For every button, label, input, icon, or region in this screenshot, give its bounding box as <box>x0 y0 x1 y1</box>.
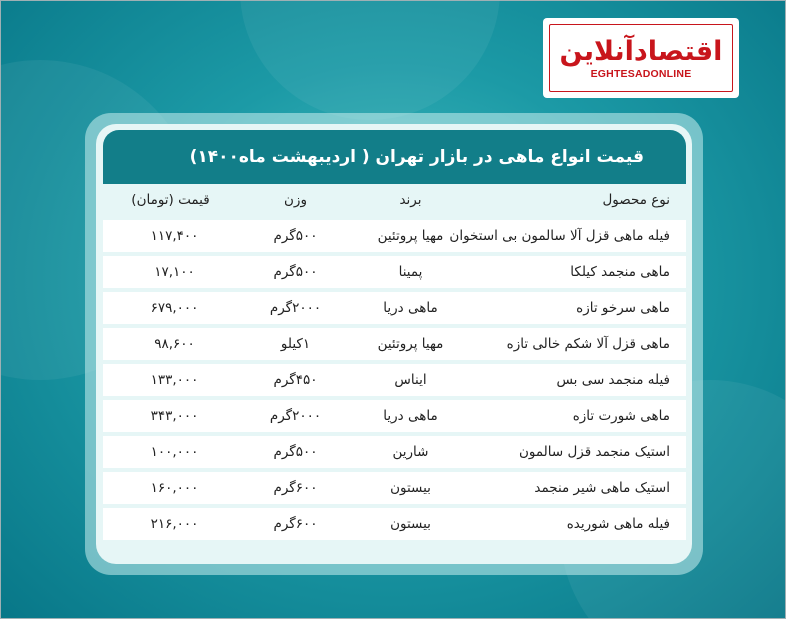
price-table <box>103 180 686 544</box>
table-row <box>103 400 686 432</box>
cell-brand: مهیا پروتئین <box>353 328 468 360</box>
page-title: قیمت انواع ماهی در بازار تهران ( اردیبهشت ماه۱۴۰۰) <box>189 147 644 167</box>
cell-brand: ماهی دریا <box>353 292 468 324</box>
table-row <box>103 256 686 288</box>
table-row <box>103 508 686 540</box>
table-header-row <box>103 184 686 216</box>
title-bar <box>103 130 686 184</box>
table-row <box>103 364 686 396</box>
cell-price: ۱۱۷,۴۰۰ <box>103 220 238 252</box>
cell-brand: ایناس <box>353 364 468 396</box>
cell-brand: ماهی دریا <box>353 400 468 432</box>
cell-price: ۱۶۰,۰۰۰ <box>103 472 238 504</box>
cell-price: ۱۷,۱۰۰ <box>103 256 238 288</box>
cell-brand: بیستون <box>353 508 468 540</box>
cell-weight: ۲۰۰۰گرم <box>238 400 353 432</box>
cell-product: فیله ماهی شوریده <box>468 508 686 540</box>
price-table-wrapper <box>103 184 686 544</box>
logo <box>543 18 739 98</box>
cell-brand: پمینا <box>353 256 468 288</box>
table-row <box>103 328 686 360</box>
logo-persian-text: اقتصادآنلاین <box>559 35 723 67</box>
cell-price: ۱۰۰,۰۰۰ <box>103 436 238 468</box>
cell-brand: مهیا پروتئین <box>353 220 468 252</box>
cell-product: ماهی شورت تازه <box>468 400 686 432</box>
header-product: نوع محصول <box>602 192 670 208</box>
header-brand: برند <box>399 192 422 208</box>
cell-brand: شارین <box>353 436 468 468</box>
cell-weight: ۴۵۰گرم <box>238 364 353 396</box>
cell-weight: ۵۰۰گرم <box>238 436 353 468</box>
cell-weight: ۱کیلو <box>238 328 353 360</box>
cell-weight: ۶۰۰گرم <box>238 508 353 540</box>
cell-product: ماهی قزل آلا شکم خالی تازه <box>468 328 686 360</box>
header-price: قیمت (تومان) <box>131 192 210 208</box>
logo-english-text: EGHTESADONLINE <box>590 67 692 80</box>
cell-product: استیک منجمد قزل سالمون <box>468 436 686 468</box>
cell-brand: بیستون <box>353 472 468 504</box>
cell-price: ۲۱۶,۰۰۰ <box>103 508 238 540</box>
cell-product: ماهی منجمد کیلکا <box>468 256 686 288</box>
cell-product: فیله منجمد سی بس <box>468 364 686 396</box>
cell-weight: ۲۰۰۰گرم <box>238 292 353 324</box>
cell-product: فیله ماهی قزل آلا سالمون بی استخوان <box>468 220 686 252</box>
cell-weight: ۵۰۰گرم <box>238 256 353 288</box>
table-row <box>103 220 686 252</box>
header-weight: وزن <box>284 192 307 208</box>
cell-price: ۱۳۳,۰۰۰ <box>103 364 238 396</box>
table-row <box>103 472 686 504</box>
cell-price: ۳۴۳,۰۰۰ <box>103 400 238 432</box>
cell-weight: ۵۰۰گرم <box>238 220 353 252</box>
table-row <box>103 436 686 468</box>
cell-product: استیک ماهی شیر منجمد <box>468 472 686 504</box>
logo-border <box>549 24 733 92</box>
cell-weight: ۶۰۰گرم <box>238 472 353 504</box>
cell-price: ۶۷۹,۰۰۰ <box>103 292 238 324</box>
cell-product: ماهی سرخو تازه <box>468 292 686 324</box>
cell-price: ۹۸,۶۰۰ <box>103 328 238 360</box>
table-row <box>103 292 686 324</box>
